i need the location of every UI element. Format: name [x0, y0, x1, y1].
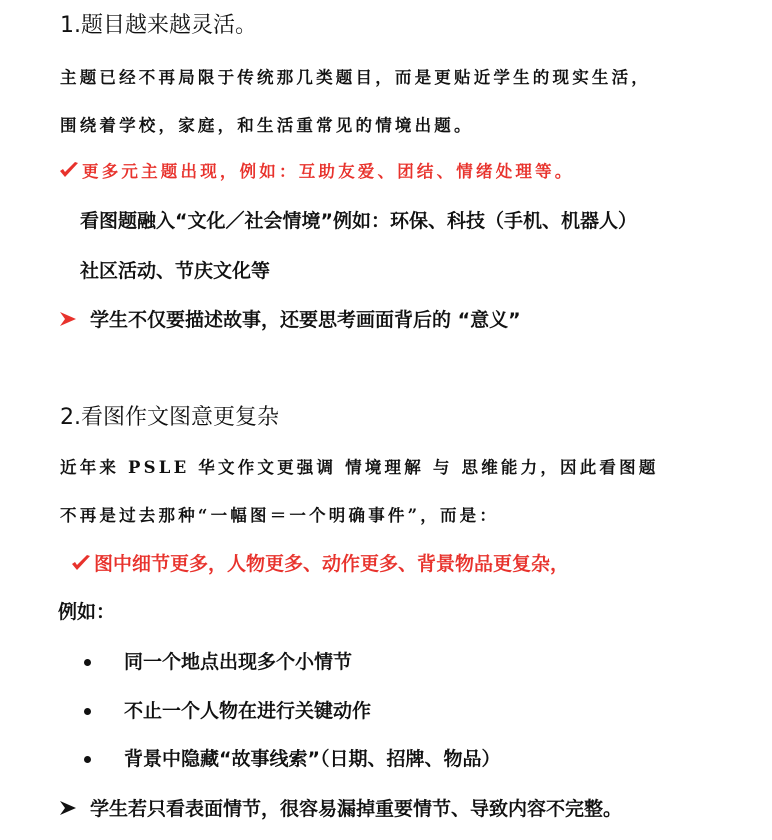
check-item-text: 图中细节更多，人物更多、动作更多、背景物品更复杂，	[94, 553, 570, 575]
round-bullet-icon	[84, 708, 91, 715]
section-2-paragraph-line-2: 不再是过去那种“一幅图＝一个明确事件”，而是：	[60, 506, 500, 525]
section-1-paragraph-line-2: 围绕着学校，家庭，和生活重常见的情境出题。	[60, 116, 474, 135]
section-1-heading: 1.题目越来越灵活。	[60, 13, 257, 38]
section-2-check-item	[70, 549, 569, 576]
section-1-indent-line-2: 社区活动、节庆文化等	[80, 260, 271, 282]
list-item-text: 背景中隐藏“故事线索”（日期、招牌、物品）	[124, 748, 501, 770]
round-bullet-icon	[84, 756, 91, 763]
check-mark-icon	[70, 553, 92, 573]
arrowhead-bullet-icon	[58, 799, 78, 817]
section-2-heading: 2.看图作文图意更复杂	[60, 405, 279, 430]
section-2-arrow-item	[58, 794, 622, 821]
round-bullet-icon	[84, 659, 91, 666]
list-item	[84, 744, 500, 771]
section-1-arrow-item	[58, 305, 521, 332]
section-2-example-label: 例如：	[58, 601, 116, 623]
list-item-text: 同一个地点出现多个小情节	[124, 651, 353, 673]
arrow-item-text: 学生若只看表面情节，很容易漏掉重要情节、导致内容不完整。	[90, 798, 623, 820]
check-item-text: 更多元主题出现，例如：互助友爱、团结、情绪处理等。	[82, 162, 575, 181]
section-1-paragraph-line-1: 主题已经不再局限于传统那几类题目，而是更贴近学生的现实生活，	[60, 68, 651, 87]
section-1-check-item	[58, 158, 575, 182]
arrow-item-text: 学生不仅要描述故事，还要思考画面背后的 “意义”	[90, 309, 521, 331]
list-item-text: 不止一个人物在进行关键动作	[124, 700, 372, 722]
check-mark-icon	[58, 160, 80, 180]
list-item	[84, 647, 352, 674]
section-1-indent-line-1: 看图题融入“文化／社会情境”例如：环保、科技（手机、机器人）	[80, 210, 637, 232]
arrowhead-bullet-icon	[58, 310, 78, 328]
list-item	[84, 696, 371, 723]
section-2-paragraph-line-1: 近年来 PSLE 华文作文更强调 情境理解 与 思维能力，因此看图题	[60, 458, 659, 477]
